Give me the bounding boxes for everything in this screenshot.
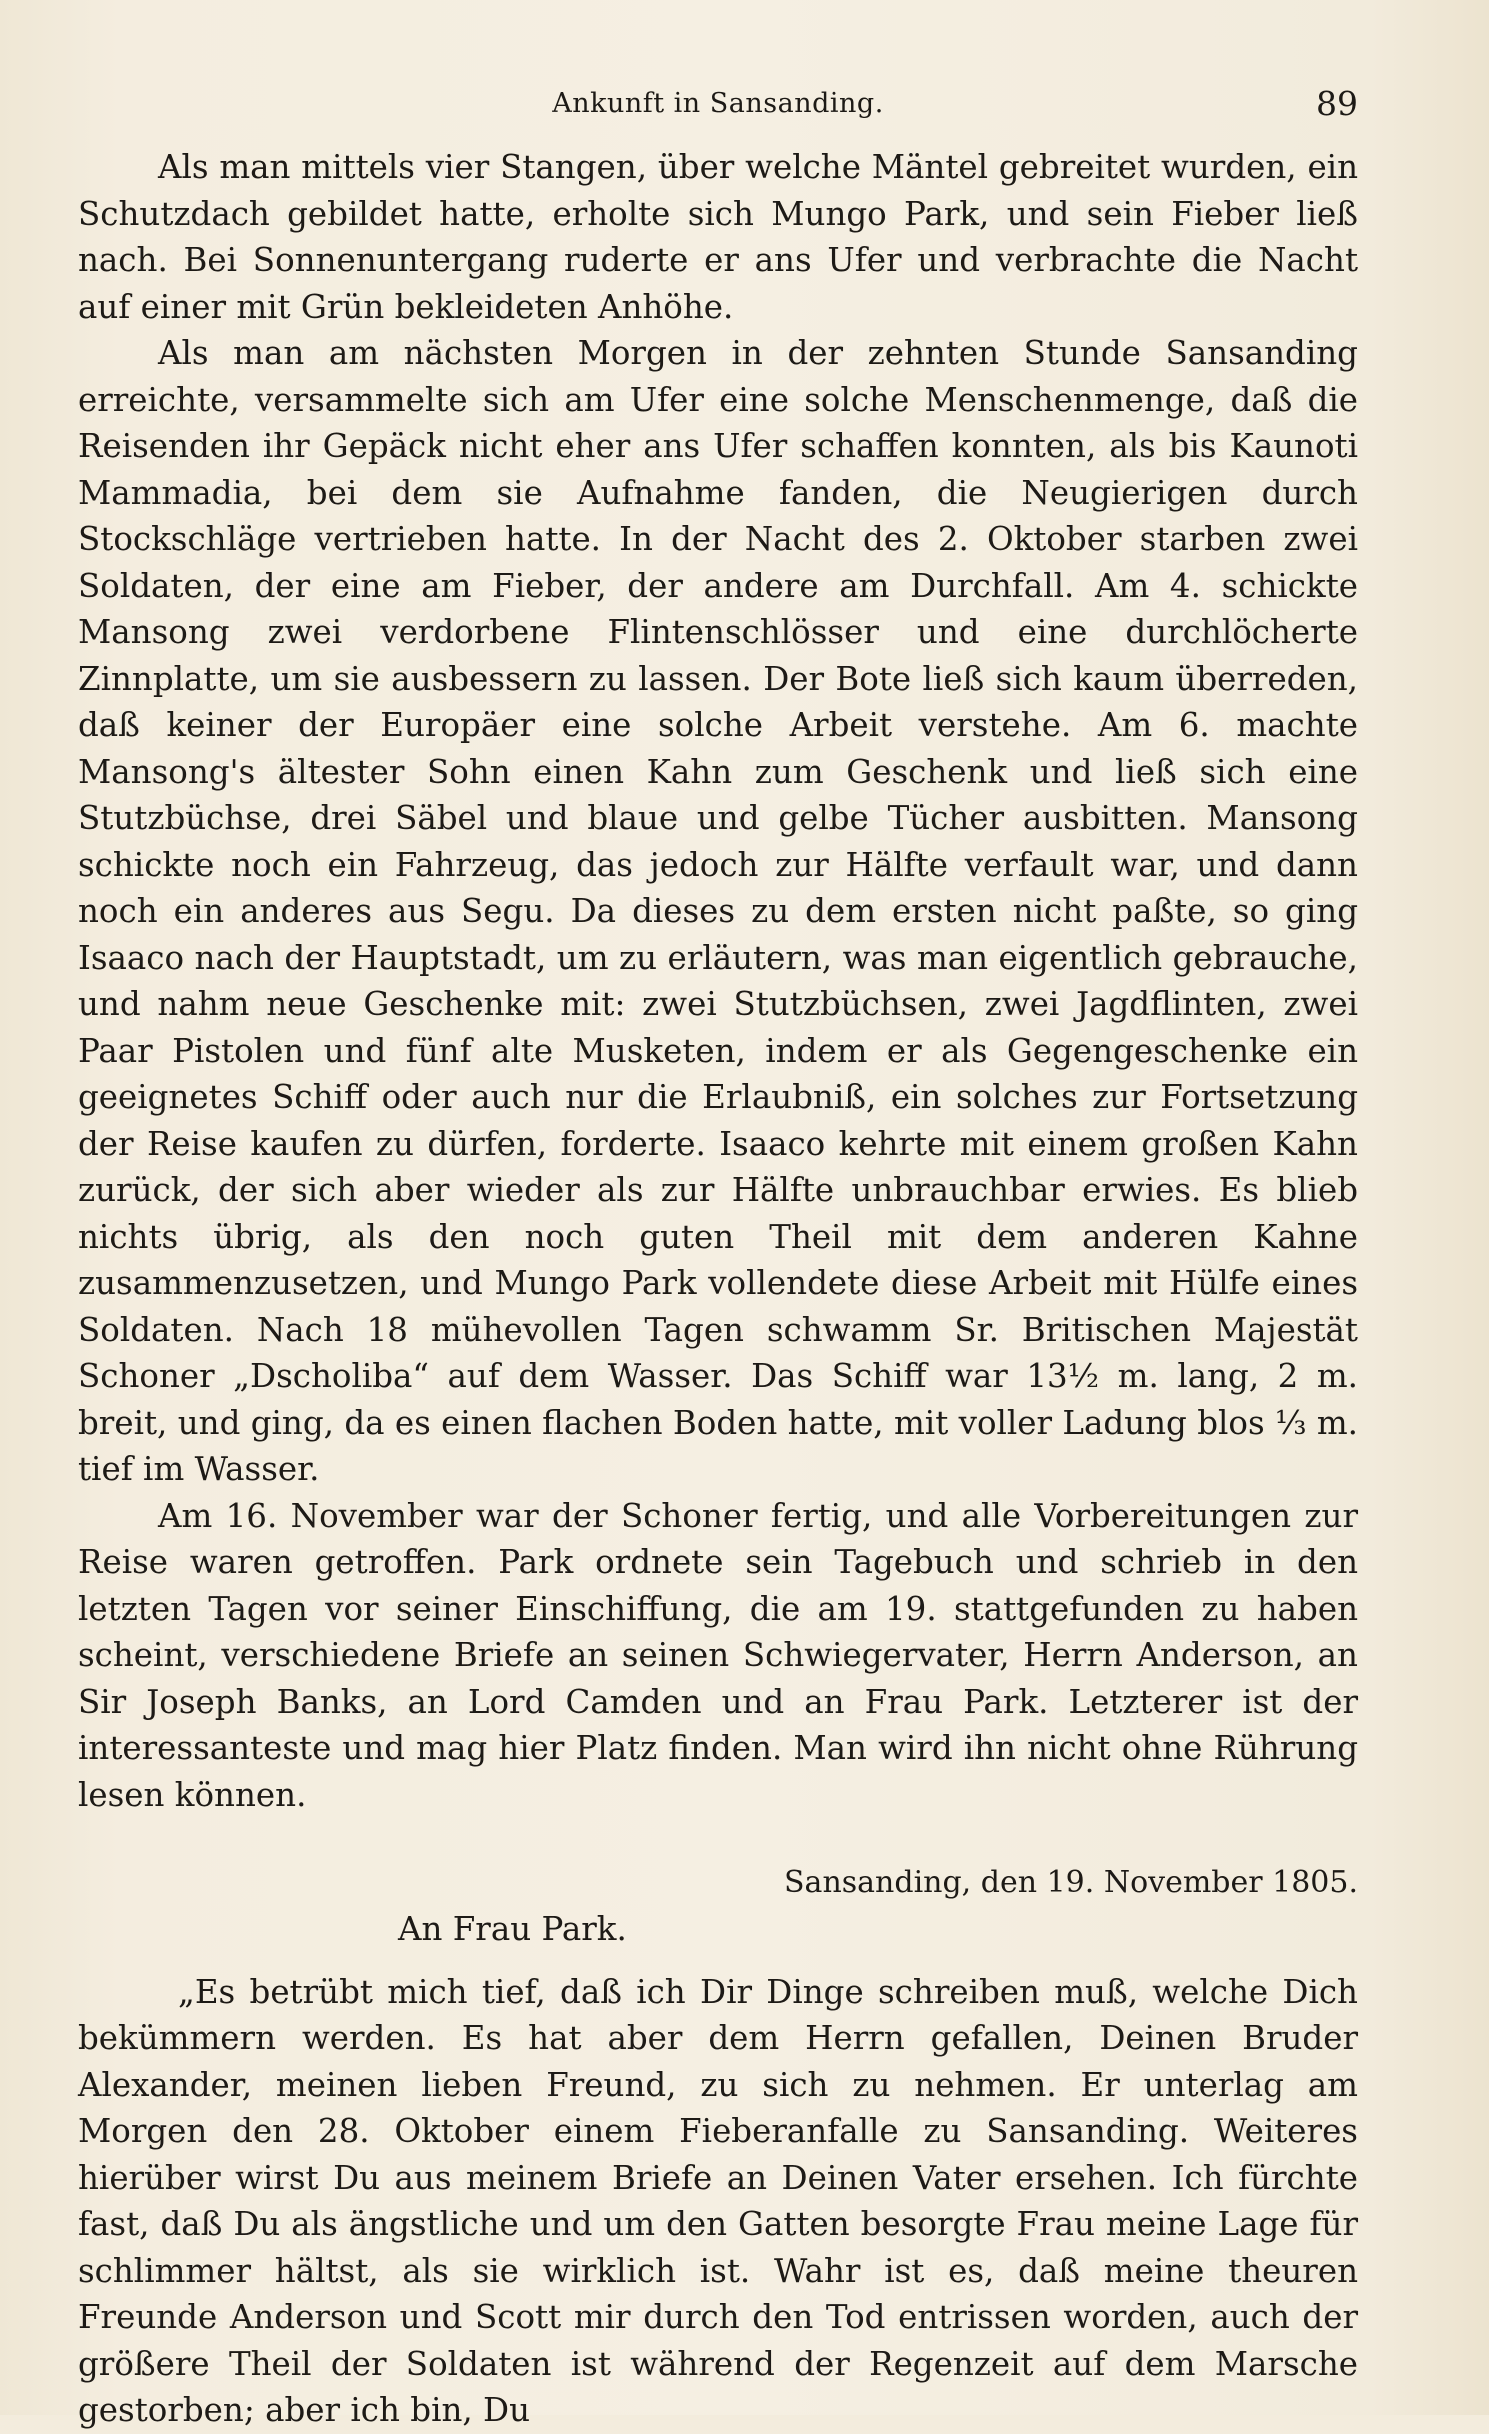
body-text bbox=[78, 144, 1358, 2434]
letter-salutation: An Frau Park. bbox=[398, 1910, 627, 1948]
letter-dateline: Sansanding, den 19. November 1805. bbox=[784, 1865, 1358, 1900]
paragraph: Am 16. November war der Schoner fertig, und alle Vorbereitungen zur Reise waren getroffen. Park ordnete sein Tagebuch und schrieb in den letzten Tagen vor seiner Einschiffung, die am 19. stattgefunden zu haben scheint, verschiedene Briefe an seinen Schwiegervater, Herrn Anderson, an Sir Joseph Banks, an Lord Camden und an Frau Park. Letzterer ist der interessanteste und mag hier Platz finden. Man wird ihn nicht ohne Rührung lesen können. bbox=[78, 1496, 1358, 1814]
paragraph: Als man mittels vier Stangen, über welche Mäntel gebreitet wurden, ein Schutzdach gebildet hatte, erholte sich Mungo Park, und sein Fieber ließ nach. Bei Sonnenuntergang ruderte er ans Ufer und verbrachte die Nacht auf einer mit Grün bekleideten Anhöhe. bbox=[78, 148, 1358, 326]
running-title: Ankunft in Sansanding. bbox=[552, 88, 884, 119]
paragraph: Als man am nächsten Morgen in der zehnten Stunde Sansanding erreichte, versammelte sich am Ufer eine solche Menschenmenge, daß die Reisenden ihr Gepäck nicht eher ans Ufer schaffen konnten, als bis Kaunoti Mammadia, bei dem sie Aufnahme fanden, die Neugierigen durch Stockschläge vertrieben hatte. In der Nacht des 2. Oktober starben zwei Soldaten, der eine am Fieber, der andere am Durchfall. Am 4. schickte Mansong zwei verdorbene Flintenschlösser und eine durchlöcherte Zinnplatte, um sie ausbessern zu lassen. Der Bote ließ sich kaum überreden, daß keiner der Europäer eine solche Arbeit verstehe. Am 6. machte Mansong's ältester Sohn einen Kahn zum Geschenk und ließ sich eine Stutzbüchse, drei Säbel und blaue und gelbe Tücher ausbitten. Mansong schickte noch ein Fahrzeug, das jedoch zur Hälfte verfault war, und dann noch ein anderes aus Segu. Da dieses zu dem ersten nicht paßte, so ging Isaaco nach der Hauptstadt, um zu erläutern, was man eigentlich gebrauche, und nahm neue Geschenke mit: zwei Stutzbüchsen, zwei Jagdflinten, zwei Paar Pistolen und fünf alte Musketen, indem er als Gegengeschenke ein geeignetes Schiff oder auch nur die Erlaubniß, ein solches zur Fortsetzung der Reise kaufen zu dürfen, forderte. Isaaco kehrte mit einem großen Kahn zurück, der sich aber wieder als zur Hälfte unbrauchbar erwies. Es blieb nichts übrig, als den noch guten Theil mit dem anderen Kahne zusammenzusetzen, und Mungo Park vollendete diese Arbeit mit Hülfe eines Soldaten. Nach 18 mühevollen Tagen schwamm Sr. Britischen Majestät Schoner „Dscholiba“ auf dem Wasser. Das Schiff war 13½ m. lang, 2 m. breit, und ging, da es einen flachen Boden hatte, mit voller Ladung blos ⅓ m. tief im Wasser. bbox=[78, 334, 1358, 1488]
page-number: 89 bbox=[1316, 84, 1358, 123]
letter-body: „Es betrübt mich tief, daß ich Dir Dinge schreiben muß, welche Dich bekümmern werden. Es hat aber dem Herrn gefallen, Deinen Bruder Alexander, meinen lieben Freund, zu sich zu nehmen. Er unterlag am Morgen den 28. Oktober einem Fieberanfalle zu Sansanding. Weiteres hierüber wirst Du aus meinem Briefe an Deinen Vater ersehen. Ich fürchte fast, daß Du als ängstliche und um den Gatten besorgte Frau meine Lage für schlimmer hältst, als sie wirklich ist. Wahr ist es, daß meine theuren Freunde Anderson und Scott mir durch den Tod entrissen worden, auch der größere Theil der Soldaten ist während der Regenzeit auf dem Marsche gestorben; aber ich bin, Du bbox=[78, 1972, 1358, 2429]
page-header bbox=[78, 84, 1358, 128]
